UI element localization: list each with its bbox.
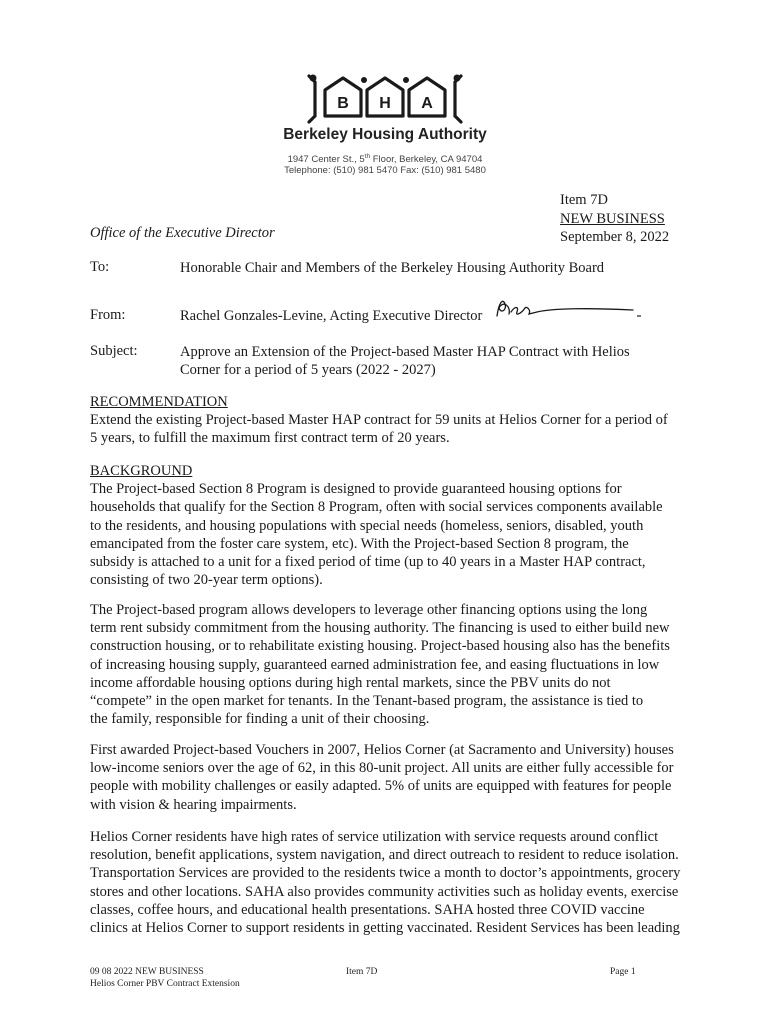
office-title: Office of the Executive Director	[90, 225, 275, 241]
to-value: Honorable Chair and Members of the Berkeley Housing Authority Board	[180, 260, 605, 276]
paragraph-line: consisting of two 20-year term options).	[90, 572, 323, 589]
logo-letter-b: B	[337, 95, 349, 112]
recommendation-heading: RECOMMENDATION	[90, 394, 228, 410]
item-category: NEW BUSINESS	[560, 210, 665, 227]
paragraph-line: income affordable housing options during high rental markets, since the PBV units do not	[90, 674, 611, 691]
item-number: Item 7D	[560, 192, 608, 208]
paragraph-line: classes, coffee hours, and educational health presentations. SAHA hosted three COVID vaccine	[90, 901, 645, 918]
paragraph-line: the family, responsible for finding a unit of their choosing.	[90, 711, 430, 728]
page-number: Page 1	[610, 967, 636, 977]
paragraph-line: clinics at Helios Corner to support residents in getting vaccinated. Resident Services has been leading	[90, 920, 680, 937]
paragraph-line: Transportation Services are provided to the residents twice a month to doctor’s appointments, grocery	[90, 865, 681, 882]
background-section	[90, 462, 684, 589]
paragraph-line: with vision & hearing impairments.	[90, 796, 297, 813]
footer-item: Item 7D	[346, 967, 378, 977]
background-paragraph-4	[90, 828, 684, 937]
from-label: From:	[90, 307, 126, 323]
phone-line: Telephone: (510) 981 5470 Fax: (510) 981 5480	[284, 165, 486, 176]
signature-icon	[493, 296, 643, 326]
paragraph-line: of increasing housing supply, guaranteed earned administration fee, and easing fluctuations in low	[90, 656, 660, 673]
background-paragraph-2	[90, 601, 684, 728]
paragraph-line: stores and other locations. SAHA also provides community activities such as holiday events, exercise	[90, 883, 679, 900]
paragraph-line: people with mobility challenges or easily adapted. 5% of units are equipped with features for people	[90, 778, 672, 795]
footer-left: 09 08 2022 NEW BUSINESS Helios Corner PBV Contract Extension	[90, 967, 240, 989]
item-date: September 8, 2022	[560, 229, 670, 245]
recommendation-section	[90, 393, 684, 448]
item-block	[560, 191, 669, 247]
from-value: Rachel Gonzales-Levine, Acting Executive Director	[180, 308, 483, 324]
paragraph-line: construction housing, or to rehabilitate existing housing. Project-based housing also has the benefits	[90, 638, 670, 655]
paragraph-line: First awarded Project-based Vouchers in 2007, Helios Corner (at Sacramento and University) houses	[90, 742, 674, 758]
to-label: To:	[90, 259, 110, 275]
paragraph-line: to the residents, and housing populations with special needs (homeless, seniors, disabled, youth	[90, 517, 644, 534]
background-heading: BACKGROUND	[90, 463, 193, 479]
subject-value: Approve an Extension of the Project-based Master HAP Contract with Helios Corner for a period of 5 years (2022 - 2027)	[180, 344, 630, 378]
paragraph-line: “compete” in the open market for tenants. In the Tenant-based program, the assistance is tied to	[90, 693, 644, 710]
paragraph-line: Helios Corner residents have high rates of service utilization with service requests around conflict	[90, 829, 659, 845]
logo-letter-h: H	[379, 95, 391, 112]
logo-letter-a: A	[421, 95, 433, 112]
subject-label: Subject:	[90, 343, 138, 359]
organization-name: Berkeley Housing Authority	[283, 126, 487, 143]
paragraph-line: The Project-based Section 8 Program is designed to provide guaranteed housing options for	[90, 481, 622, 498]
background-paragraph-3	[90, 741, 684, 814]
paragraph-line: households that qualify for the Section 8 Program, often with social services components available	[90, 499, 663, 516]
recommendation-text-line: 5 years, to fulfill the maximum first contract term of 20 years.	[90, 430, 450, 447]
paragraph-line: term rent subsidy commitment from the housing authority. The financing is used to either build new	[90, 620, 670, 637]
paragraph-line: emancipated from the foster care system, etc). With the Project-based Section 8 program, the	[90, 535, 629, 552]
bha-logo-icon	[305, 72, 465, 124]
recommendation-text-line: Extend the existing Project-based Master HAP contract for 59 units at Helios Corner for a period of	[90, 412, 668, 429]
address-line: 1947 Center St., 5th Floor, Berkeley, CA 94704	[287, 153, 483, 166]
paragraph-line: subsidy is attached to a unit for a fixed period of time (up to 40 years in a Master HAP contract,	[90, 554, 646, 571]
paragraph-line: The Project-based program allows developers to leverage other financing options using the long	[90, 602, 648, 618]
paragraph-line: resolution, benefit applications, system navigation, and direct outreach to resident to reduce isolation.	[90, 847, 679, 864]
paragraph-line: low-income seniors over the age of 62, in this 80-unit project. All units are either fully accessible for	[90, 760, 674, 777]
